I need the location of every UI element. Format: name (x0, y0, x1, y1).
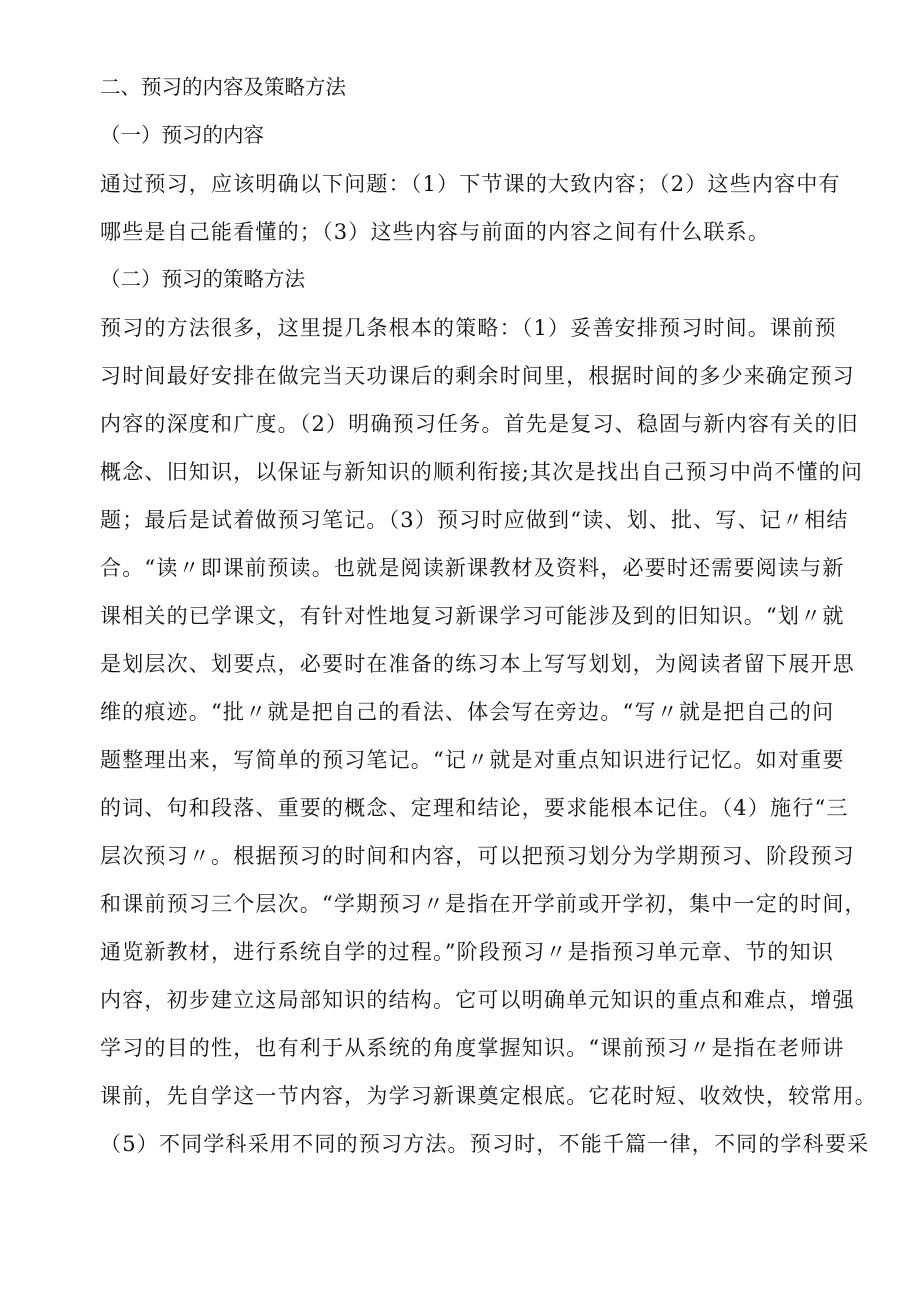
paragraph-line: 通过预习，应该明确以下问题：（1）下节课的大致内容；（2）这些内容中有 (100, 172, 841, 196)
paragraph-line: 学习的目的性，也有利于从系统的角度掌握知识。“课前预习〃是指在老师讲 (100, 1036, 845, 1060)
paragraph-line: 预习的方法很多，这里提几条根本的策略：（1）妥善安排预习时间。课前预 (100, 316, 837, 340)
paragraph-line: 课相关的已学课文，有针对性地复习新课学习可能涉及到的旧知识。“划〃就 (100, 604, 845, 628)
paragraph-line: 和课前预习三个层次。“学期预习〃是指在开学前或开学初，集中一定的时间， (100, 892, 867, 916)
subsection-title-strategies: （二）预习的策略方法 (100, 267, 305, 291)
paragraph-line: 课前，先自学这一节内容，为学习新课奠定根底。它花时短、收效快，较常用。 (100, 1084, 877, 1108)
paragraph-line: 内容的深度和广度。（2）明确预习任务。首先是复习、稳固与新内容有关的旧 (100, 412, 859, 436)
paragraph-line: 通览新教材，进行系统自学的过程。”阶段预习〃是指预习单元章、节的知识 (100, 940, 835, 964)
paragraph-line: 概念、旧知识，以保证与新知识的顺利衔接;其次是找出自己预习中尚不懂的问 (100, 460, 864, 484)
paragraph-line: 哪些是自己能看懂的；（3）这些内容与前面的内容之间有什么联系。 (100, 220, 771, 244)
paragraph-line: 题；最后是试着做预习笔记。（3）预习时应做到“读、划、批、写、记〃相结 (100, 508, 849, 532)
paragraph-content (100, 160, 875, 256)
paragraph-line: 是划层次、划要点，必要时在准备的练习本上写写划划，为阅读者留下展开思 (100, 652, 855, 676)
paragraph-line: （5）不同学科采用不同的预习方法。预习时，不能千篇一律，不同的学科要采 (100, 1132, 870, 1156)
section-title: 二、预习的内容及策略方法 (100, 75, 346, 99)
subsection-title-content: （一）预习的内容 (100, 123, 264, 147)
paragraph-line: 习时间最好安排在做完当天功课后的剩余时间里，根据时间的多少来确定预习 (100, 364, 855, 388)
paragraph-line: 层次预习〃。根据预习的时间和内容，可以把预习划分为学期预习、阶段预习 (100, 844, 855, 868)
paragraph-line: 内容，初步建立这局部知识的结构。它可以明确单元知识的重点和难点，增强 (100, 988, 855, 1012)
paragraph-line: 维的痕迹。“批〃就是把自己的看法、体会写在旁边。“写〃就是把自己的问 (100, 700, 835, 724)
paragraph-strategies (100, 304, 875, 1168)
paragraph-line: 题整理出来，写简单的预习笔记。“记〃就是对重点知识进行记忆。如对重要 (100, 748, 845, 772)
paragraph-line: 的词、句和段落、重要的概念、定理和结论，要求能根本记住。（4）施行“三 (100, 796, 849, 820)
paragraph-line: 合。“读〃即课前预读。也就是阅读新课教材及资料，必要时还需要阅读与新 (100, 556, 845, 580)
